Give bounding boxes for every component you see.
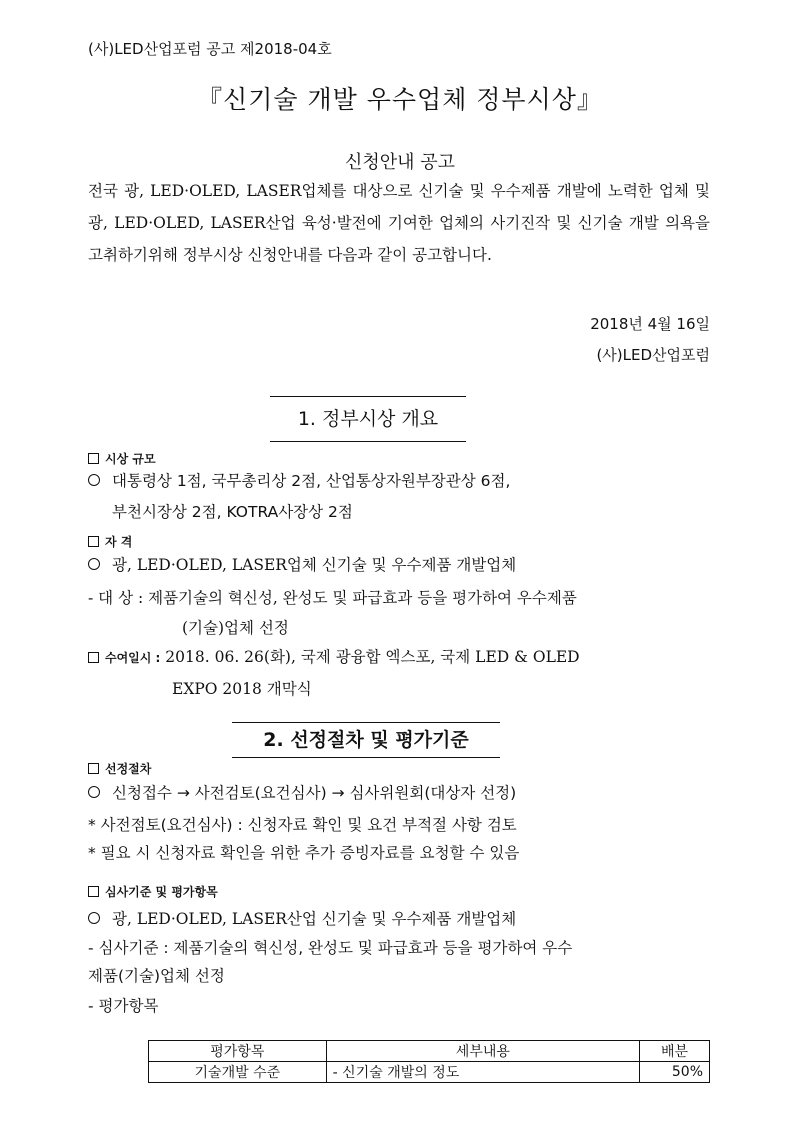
checkbox-square-icon bbox=[88, 536, 99, 547]
criteria-heading bbox=[88, 883, 218, 900]
qualification-line bbox=[88, 553, 516, 575]
table-header-row bbox=[149, 1041, 710, 1062]
circle-bullet-icon bbox=[88, 786, 100, 798]
table-cell: 50% bbox=[640, 1062, 710, 1083]
scale-line1-text: 대통령상 1점, 국무총리상 2점, 산업통상자원부장관상 6점, bbox=[112, 472, 511, 490]
procedure-note2: * 필요 시 신청자료 확인을 위한 추가 증빙자료를 요청할 수 있음 bbox=[88, 844, 520, 862]
scale-heading-text: 시상 규모 bbox=[105, 452, 156, 466]
qualification-line-text: 광, LED·OLED, LASER업체 신기술 및 우수제품 개발업체 bbox=[112, 556, 517, 574]
table-row bbox=[149, 1062, 710, 1083]
document-title: 『신기술 개발 우수업체 정부시상』 bbox=[197, 85, 603, 114]
intro-paragraph: 전국 광, LED·OLED, LASER업체를 대상으로 신기술 및 우수제품 개발에 노력한 업체 및 광, LED·OLED, LASER산업 육성·발전에 기여한 업체의 사기진작 및 신기술 개발 의욕을 고취하기위해 정부시상 신청안내를 다음과 같이 공고합니다. bbox=[88, 182, 710, 264]
procedure-line-text: 신청접수 → 사전검토(요건심사) → 심사위원회(대상자 선정) bbox=[112, 784, 517, 802]
award-date-line2: EXPO 2018 개막식 bbox=[172, 680, 312, 698]
section2-heading bbox=[232, 722, 500, 758]
checkbox-square-icon bbox=[88, 886, 99, 897]
criteria-line bbox=[88, 907, 516, 929]
table-cell: 기술개발 수준 bbox=[149, 1062, 327, 1083]
qualification-heading bbox=[88, 533, 132, 550]
announcement-date: 2018년 4월 16일 bbox=[590, 315, 710, 333]
checkbox-square-icon bbox=[88, 652, 99, 663]
criteria-line-text: 광, LED·OLED, LASER산업 신기술 및 우수제품 개발업체 bbox=[112, 910, 517, 928]
section2-heading-text: 2. 선정절차 및 평가기준 bbox=[263, 729, 469, 751]
document-subtitle: 신청안내 공고 bbox=[344, 152, 456, 173]
scale-heading bbox=[88, 450, 156, 467]
circle-bullet-icon bbox=[88, 912, 100, 924]
procedure-note1: * 사전점토(요건심사) : 신청자료 확인 및 요건 부적절 사항 검토 bbox=[88, 816, 517, 834]
table-header-cell: 평가항목 bbox=[149, 1041, 327, 1062]
table-header-cell: 배분 bbox=[640, 1041, 710, 1062]
section1-heading-text: 1. 정부시상 개요 bbox=[297, 408, 439, 430]
procedure-heading bbox=[88, 760, 151, 777]
circle-bullet-icon bbox=[88, 558, 100, 570]
checkbox-square-icon bbox=[88, 453, 99, 464]
award-date-value: 2018. 06. 26(화), 국제 광융합 엑스포, 국제 LED & OLED bbox=[165, 648, 580, 666]
evaluation-table bbox=[148, 1040, 710, 1083]
announcement-organization: (사)LED산업포럼 bbox=[596, 346, 710, 364]
criteria-heading-text: 심사기준 및 평가항목 bbox=[105, 885, 218, 899]
criteria-desc1: - 심사기준 : 제품기술의 혁신성, 완성도 및 파급효과 등을 평가하여 우수 bbox=[88, 939, 573, 957]
criteria-desc2: 제품(기술)업체 선정 bbox=[88, 967, 225, 985]
scale-line1 bbox=[88, 469, 510, 491]
table-header-cell: 세부내용 bbox=[326, 1041, 639, 1062]
table-cell: - 신기술 개발의 정도 bbox=[326, 1062, 639, 1083]
circle-bullet-icon bbox=[88, 474, 100, 486]
checkbox-square-icon bbox=[88, 763, 99, 774]
award-date-line1 bbox=[88, 645, 580, 667]
scale-line2: 부천시장상 2점, KOTRA사장상 2점 bbox=[112, 503, 353, 521]
target-line2: (기술)업체 선정 bbox=[182, 619, 289, 637]
qualification-heading-text: 자 격 bbox=[105, 535, 133, 549]
section1-heading bbox=[270, 396, 466, 442]
announcement-reference: (사)LED산업포럼 공고 제2018-04호 bbox=[88, 40, 332, 58]
target-line1: - 대 상 : 제품기술의 혁신성, 완성도 및 파급효과 등을 평가하여 우수제품 bbox=[88, 589, 577, 607]
evaluation-label: - 평가항목 bbox=[88, 997, 159, 1015]
award-date-label: 수여일시 : bbox=[105, 651, 161, 665]
procedure-heading-text: 선정절차 bbox=[105, 762, 152, 776]
procedure-line bbox=[88, 781, 516, 803]
